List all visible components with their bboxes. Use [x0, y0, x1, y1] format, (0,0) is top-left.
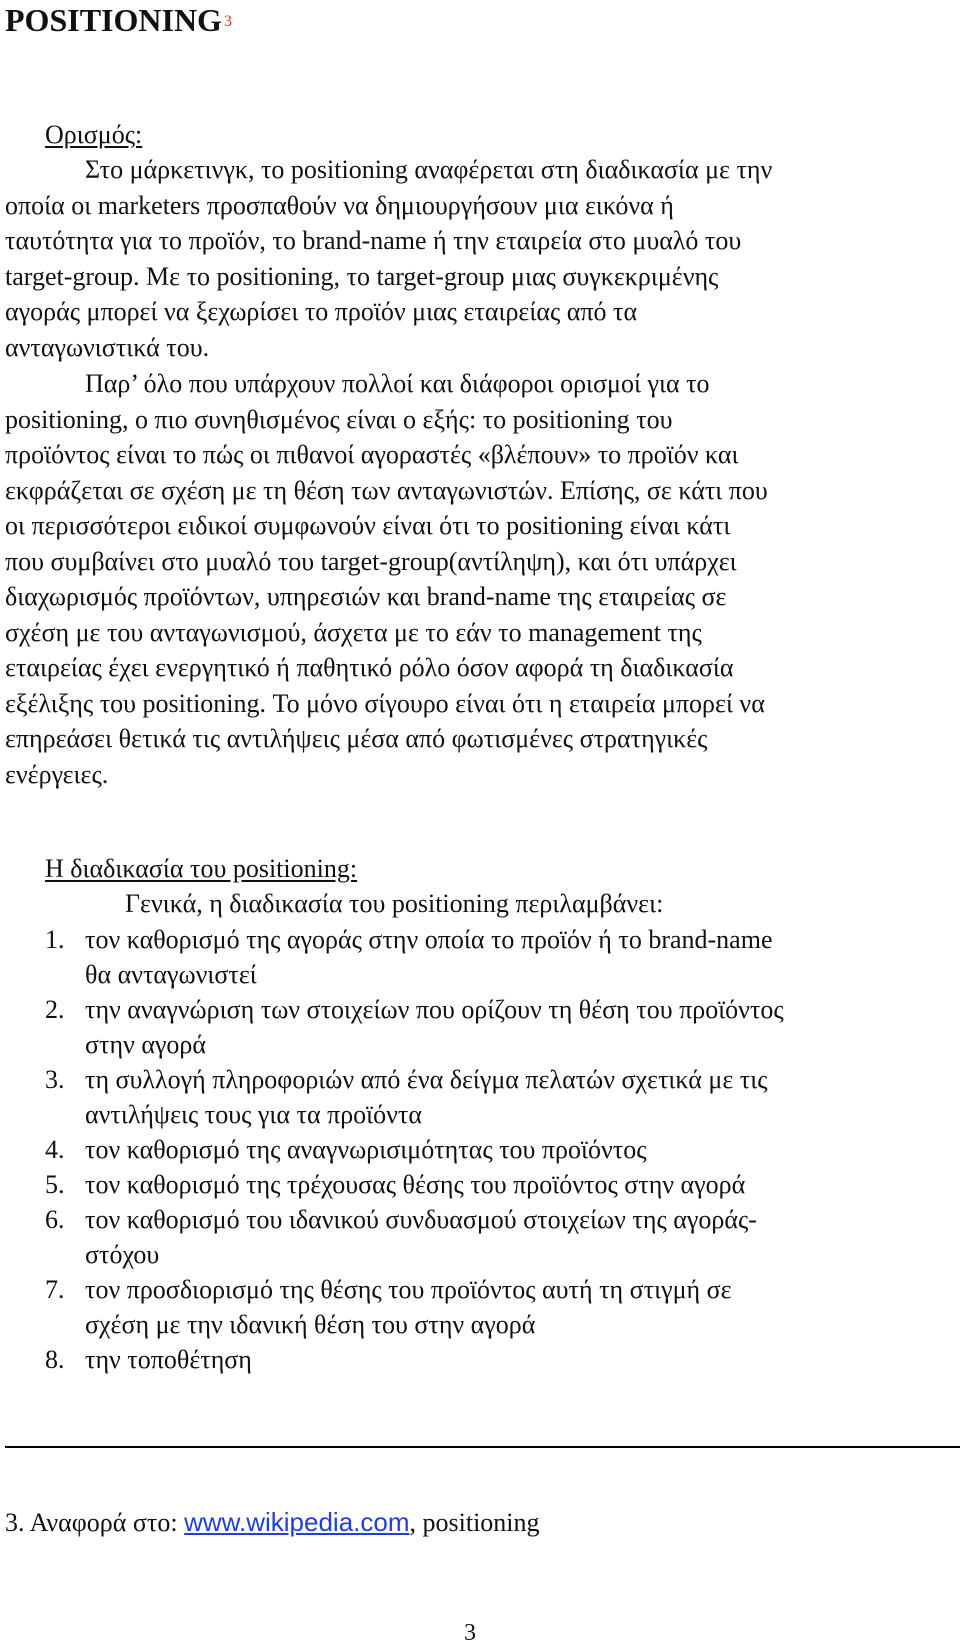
- paragraph-line: σχέση με του ανταγωνισμού, άσχετα με το εάν το management της: [5, 617, 702, 647]
- list-item: [45, 992, 945, 1062]
- footnote-prefix: 3. Αναφορά στο:: [5, 1508, 185, 1537]
- paragraph-line: target-group. Με το positioning, το target-group μιας συγκεκριμένης: [5, 261, 719, 291]
- list-item-text: σχέση με την ιδανική θέση του στην αγορά: [85, 1310, 536, 1339]
- paragraph-line: εξέλιξης του positioning. Το μόνο σίγουρο είναι ότι η εταιρεία μπορεί να: [5, 688, 765, 718]
- list-item: [45, 1132, 945, 1167]
- footnote-link[interactable]: www.wikipedia.com: [184, 1507, 410, 1537]
- list-item-number: 7.: [45, 1275, 65, 1304]
- process-steps-list: [45, 922, 945, 1377]
- list-item-text: θα ανταγωνιστεί: [85, 960, 257, 989]
- paragraph-line: οι περισσότεροι ειδικοί συμφωνούν είναι ότι το positioning είναι κάτι: [5, 511, 731, 540]
- list-item: [45, 1202, 945, 1272]
- page-number: 3: [464, 1620, 476, 1646]
- paragraph-line: προϊόντος είναι το πώς οι πιθανοί αγοραστές «βλέπουν» το προϊόν και: [5, 440, 739, 469]
- paragraph-line: positioning, ο πιο συνηθισμένος είναι ο εξής: το positioning του: [5, 404, 673, 434]
- paragraph-line: εκφράζεται σε σχέση με τη θέση των ανταγωνιστών. Επίσης, σε κάτι που: [5, 475, 768, 505]
- list-item-number: 3.: [45, 1065, 65, 1094]
- definition-paragraph-2: [5, 366, 930, 792]
- list-item-text: την τοποθέτηση: [85, 1345, 252, 1374]
- list-item-text: τον καθορισμό της αναγνωρισιμότητας του προϊόντος: [85, 1135, 647, 1164]
- list-item-text: την αναγνώριση των στοιχείων που ορίζουν τη θέση του προϊόντος: [85, 995, 784, 1024]
- page-title: [5, 0, 232, 40]
- footnote-marker[interactable]: 3: [223, 13, 232, 30]
- definition-paragraph-1: [5, 152, 930, 365]
- paragraph-line: οποία οι marketers προσπαθούν να δημιουργήσουν μια εικόνα ή: [5, 190, 674, 220]
- list-item-text: τον καθορισμό του ιδανικού συνδυασμού στοιχείων της αγοράς-: [85, 1205, 757, 1234]
- list-item-number: 1.: [45, 925, 65, 954]
- footnote: [5, 1505, 540, 1540]
- footnote-separator: [5, 1446, 960, 1448]
- definition-heading: Ορισμός:: [45, 120, 143, 149]
- list-item-text: στην αγορά: [85, 1030, 207, 1059]
- paragraph-line: ταυτότητα για το προϊόν, το brand-name ή την εταιρεία στο μυαλό του: [5, 226, 742, 255]
- process-intro-text: Γενικά, η διαδικασία του positioning περιλαμβάνει:: [125, 889, 664, 918]
- list-item-text: τη συλλογή πληροφοριών από ένα δείγμα πελατών σχετικά με τις: [85, 1065, 768, 1094]
- page-title-text: POSITIONING: [5, 2, 222, 38]
- list-item: [45, 1272, 945, 1342]
- list-item-number: 4.: [45, 1135, 65, 1164]
- paragraph-line: διαχωρισμός προϊόντων, υπηρεσιών και brand-name της εταιρείας σε: [5, 582, 727, 611]
- paragraph-line: αγοράς μπορεί να ξεχωρίσει το προϊόν μιας εταιρείας από τα: [5, 297, 638, 326]
- list-item-number: 2.: [45, 995, 65, 1024]
- list-item-number: 5.: [45, 1170, 65, 1199]
- paragraph-line: ενέργειες.: [5, 759, 109, 789]
- process-heading: Η διαδικασία του positioning:: [45, 854, 358, 883]
- list-item-number: 6.: [45, 1205, 65, 1234]
- process-intro: [125, 886, 935, 922]
- list-item-text: τον προσδιορισμό της θέσης του προϊόντος αυτή τη στιγμή σε: [85, 1275, 732, 1304]
- list-item-text: τον καθορισμό της τρέχουσας θέσης του προϊόντος στην αγορά: [85, 1170, 746, 1199]
- paragraph-line: εταιρείας έχει ενεργητικό ή παθητικό ρόλο όσον αφορά τη διαδικασία: [5, 653, 734, 682]
- list-item-text: αντιλήψεις τους για τα προϊόντα: [85, 1100, 422, 1129]
- list-item: [45, 1167, 945, 1202]
- paragraph-line: Παρ’ όλο που υπάρχουν πολλοί και διάφοροι ορισμοί για το: [85, 369, 710, 398]
- paragraph-line: ανταγωνιστικά του.: [5, 332, 210, 362]
- paragraph-line: επηρεάσει θετικά τις αντιλήψεις μέσα από φωτισμένες στρατηγικές: [5, 724, 708, 753]
- list-item: [45, 922, 945, 992]
- list-item: [45, 1342, 945, 1377]
- footnote-suffix: , positioning: [409, 1508, 540, 1537]
- list-item: [45, 1062, 945, 1132]
- list-item-text: τον καθορισμό της αγοράς στην οποία το προϊόν ή το brand-name: [85, 925, 773, 954]
- paragraph-line: που συμβαίνει στο μυαλό του target-group(αντίληψη), και ότι υπάρχει: [5, 546, 737, 576]
- list-item-text: στόχου: [85, 1240, 160, 1269]
- list-item-number: 8.: [45, 1345, 65, 1374]
- paragraph-line: Στο μάρκετινγκ, το positioning αναφέρεται στη διαδικασία με την: [85, 155, 773, 184]
